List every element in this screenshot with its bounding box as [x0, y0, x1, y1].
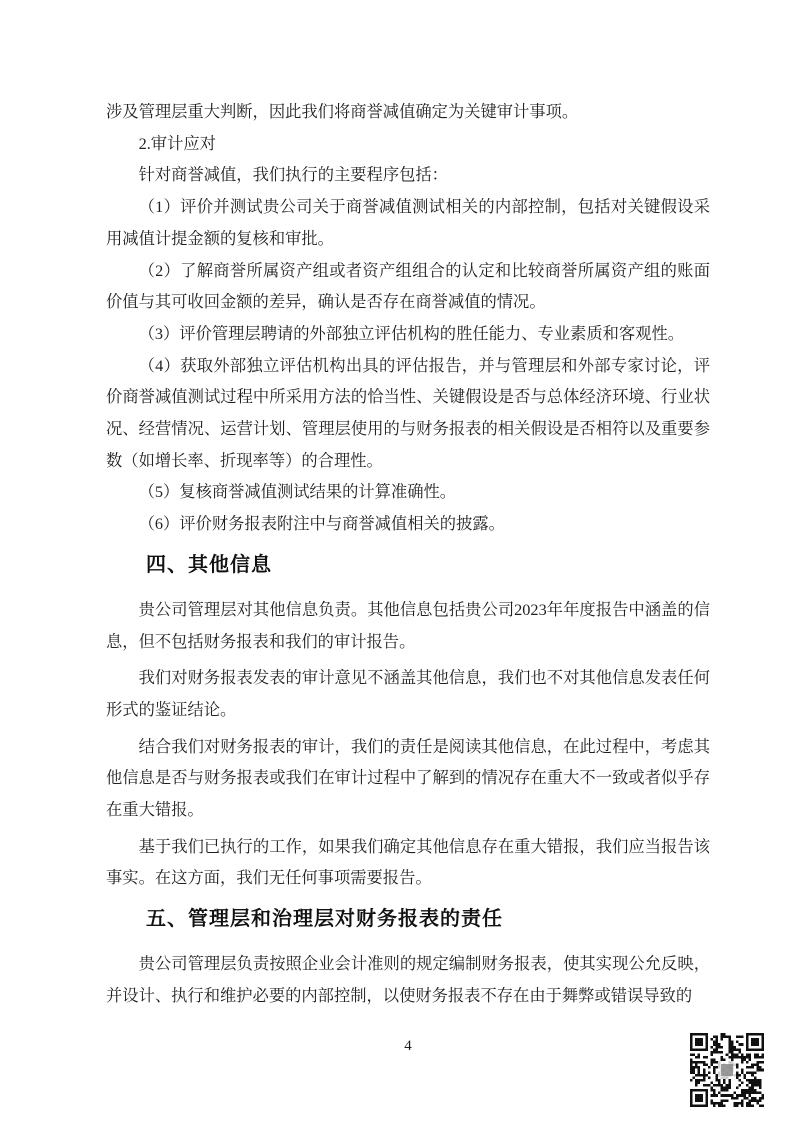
paragraph: 结合我们对财务报表的审计，我们的责任是阅读其他信息，在此过程中，考虑其他信息是否与财务报表或我们在审计过程中了解到的情况存在重大不一致或者似乎存在重大错报。	[106, 736, 710, 820]
paragraph: （3）评价管理层聘请的外部独立评估机构的胜任能力、专业素质和客观性。	[138, 323, 685, 343]
page-content	[106, 96, 710, 1017]
section-heading: 四、其他信息	[146, 553, 272, 576]
document-section	[106, 904, 710, 1011]
page-number: 4	[404, 1038, 412, 1054]
paragraph: （6）评价财务报表附注中与商誉减值相关的披露。	[138, 514, 505, 534]
paragraph: （5）复核商誉减值测试结果的计算准确性。	[138, 482, 457, 502]
paragraph: （1）评价并测试贵公司关于商誉减值测试相关的内部控制，包括对关键假设采用减值计提金额的复核和审批。	[106, 197, 710, 248]
paragraph: （4）获取外部独立评估机构出具的评估报告，并与管理层和外部专家讨论，评价商誉减值测试过程中所采用方法的恰当性、关键假设是否与总体经济环境、行业状况、经营情况、运营计划、管理层使用的与财务报表的相关假设是否相符以及重要参数（如增长率、折现率等）的合理性。	[106, 355, 710, 470]
paragraph: 针对商誉减值，我们执行的主要程序包括：	[138, 165, 448, 185]
paragraph: （2）了解商誉所属资产组或者资产组组合的认定和比较商誉所属资产组的账面价值与其可收回金额的差异，确认是否存在商誉减值的情况。	[106, 260, 710, 312]
paragraph: 贵公司管理层负责按照企业会计准则的规定编制财务报表，使其实现公允反映，并设计、执行和维护必要的内部控制，以使财务报表不存在由于舞弊或错误导致的	[106, 954, 710, 1005]
document-section	[106, 550, 710, 894]
paragraph: 贵公司管理层对其他信息负责。其他信息包括贵公司2023年年度报告中涵盖的信息，但不包括财务报表和我们的审计报告。	[106, 599, 710, 651]
paragraph: 我们对财务报表发表的审计意见不涵盖其他信息，我们也不对其他信息发表任何形式的鉴证结论。	[106, 668, 710, 719]
paragraph: 基于我们已执行的工作，如果我们确定其他信息存在重大错报，我们应当报告该事实。在这方面，我们无任何事项需要报告。	[106, 836, 710, 888]
page-footer	[106, 1038, 710, 1055]
paragraph: 2.审计应对	[138, 133, 216, 153]
document-section	[106, 96, 710, 540]
paragraph: 涉及管理层重大判断，因此我们将商誉减值确定为关键审计事项。	[106, 102, 579, 121]
qr-code-icon	[690, 1033, 764, 1107]
section-heading: 五、管理层和治理层对财务报表的责任	[146, 908, 503, 931]
